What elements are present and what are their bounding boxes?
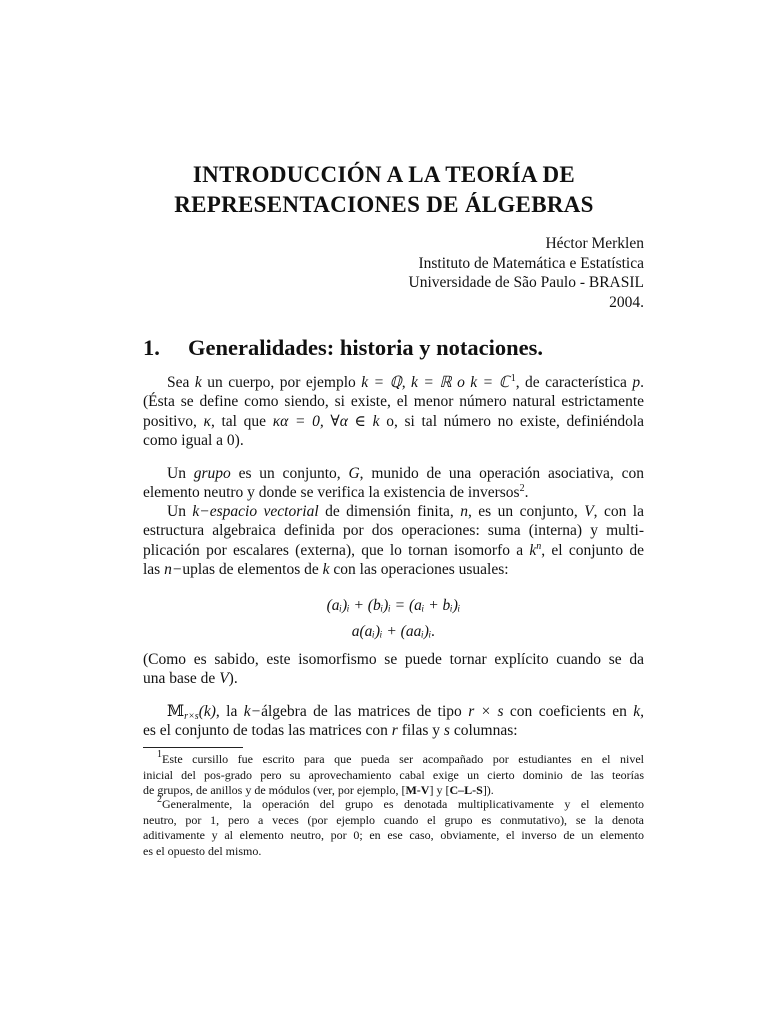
publication-year: 2004. (609, 293, 644, 311)
section-heading (143, 334, 543, 362)
field-examples: k = ℚ, k = ℝ o k = ℂ (361, 374, 510, 391)
paragraph-line: (Como es sabido, este isomorfismo se puede tornar explícito cuando se da (143, 651, 644, 668)
footnote-line: inicial del pos-grado pero su aprovechamiento cabal exige un cierto dominio de las teorías (143, 767, 644, 782)
paragraph-line: Un grupo es un conjunto, G, munido de una operación asociativa, con (167, 465, 644, 482)
term-espacio-vectorial: espacio vectorial (209, 503, 319, 520)
section-number: 1. (143, 335, 160, 360)
equation-sum: (aᵢ)ᵢ + (bᵢ)ᵢ = (aᵢ + bᵢ)ᵢ (326, 597, 461, 614)
footnote-line: $^2$Generalmente, la operación del grupo es denotada multiplicativamente y el elemento (157, 794, 644, 811)
paragraph-line: las n−uplas de elementos de k con las operaciones usuales: (143, 560, 509, 578)
paper-title-line-1: INTRODUCCIÓN A LA TEORÍA DE (192, 162, 576, 187)
footnote-line: de grupos, de anillos y de módulos (ver, por ejemplo, [M-V] y [C–L-S]). (143, 783, 494, 798)
paragraph-line: como igual a 0). (143, 431, 244, 449)
author-university: Universidade de São Paulo - BRASIL (408, 274, 644, 291)
footnote-line: aditivamente y al elemento neutro, por 0; en ese caso, obviamente, el inverso de un elemento (143, 828, 644, 843)
term-grupo: grupo (193, 465, 231, 482)
paragraph-vector-space (143, 502, 644, 579)
paragraph-line: elemento neutro y donde se verifica la existencia de inversos$^2$. (143, 483, 529, 502)
paragraph-line: una base de V). (143, 670, 238, 688)
footnote-mark-1[interactable]: 1 (510, 373, 516, 384)
footnote-2 (143, 794, 644, 859)
paragraph-matrices (143, 702, 644, 741)
paragraph-group (143, 464, 644, 503)
paper-title-line-2: REPRESENTACIONES DE ÁLGEBRAS (174, 192, 594, 217)
footnote-line: es el opuesto del mismo. (143, 843, 262, 858)
paragraph-isomorphism (143, 650, 644, 689)
paragraph-line: estructura algebraica definida por dos operaciones: suma (interna) y multi- (143, 522, 644, 540)
paragraph-line: es el conjunto de todas las matrices con r filas y s columnas: (143, 722, 518, 740)
footnote-1 (143, 749, 644, 799)
author-block (409, 234, 644, 312)
reference-link-mv[interactable]: M-V (405, 783, 430, 798)
paragraph-line: Un k−espacio vectorial de dimensión finita, n, es un conjunto, V, con la (167, 503, 644, 520)
paragraph-line: positivo, κ, tal que κα = 0, ∀α ∈ k o, si tal número no existe, definiéndola (143, 412, 645, 430)
footnote-line: $^1$Este cursillo fue escrito para que pueda ser acompañado por estudiantes en el nivel (157, 749, 644, 766)
equation-scalar: a(aᵢ)ᵢ + (aaᵢ)ᵢ. (351, 623, 436, 640)
paragraph-line: plicación por escalares (externa), que lo tornan isomorfo a $k^n$, el conjunto de (143, 540, 644, 559)
paragraph-line: (Ésta se define como siendo, si existe, el menor número natural estrictamente (143, 393, 644, 411)
matrix-algebra-symbol: 𝕄 (167, 702, 185, 720)
author-institute: Instituto de Matemática e Estatística (418, 254, 644, 272)
footnote-line: neutro, por 1, pero a veces (por ejemplo cuando el grupo es conmutativo), se la denota (143, 812, 644, 827)
section-title: Generalidades: historia y notaciones. (188, 335, 543, 360)
author-name: Héctor Merklen (545, 235, 644, 252)
paragraph-characteristic (143, 373, 644, 450)
reference-link-cls[interactable]: C–L-S (449, 783, 483, 798)
footnote-mark-2[interactable]: 2 (519, 483, 525, 495)
paragraph-line: 𝕄$_{r\times s}$(k), la k−álgebra de las matrices de tipo r × s con coeficients en k, (167, 702, 645, 722)
paragraph-line: Sea k un cuerpo, por ejemplo k = ℚ, k = ℝ o k = ℂ $^1$, de característica p. (167, 373, 644, 391)
footnote-divider (143, 747, 243, 748)
